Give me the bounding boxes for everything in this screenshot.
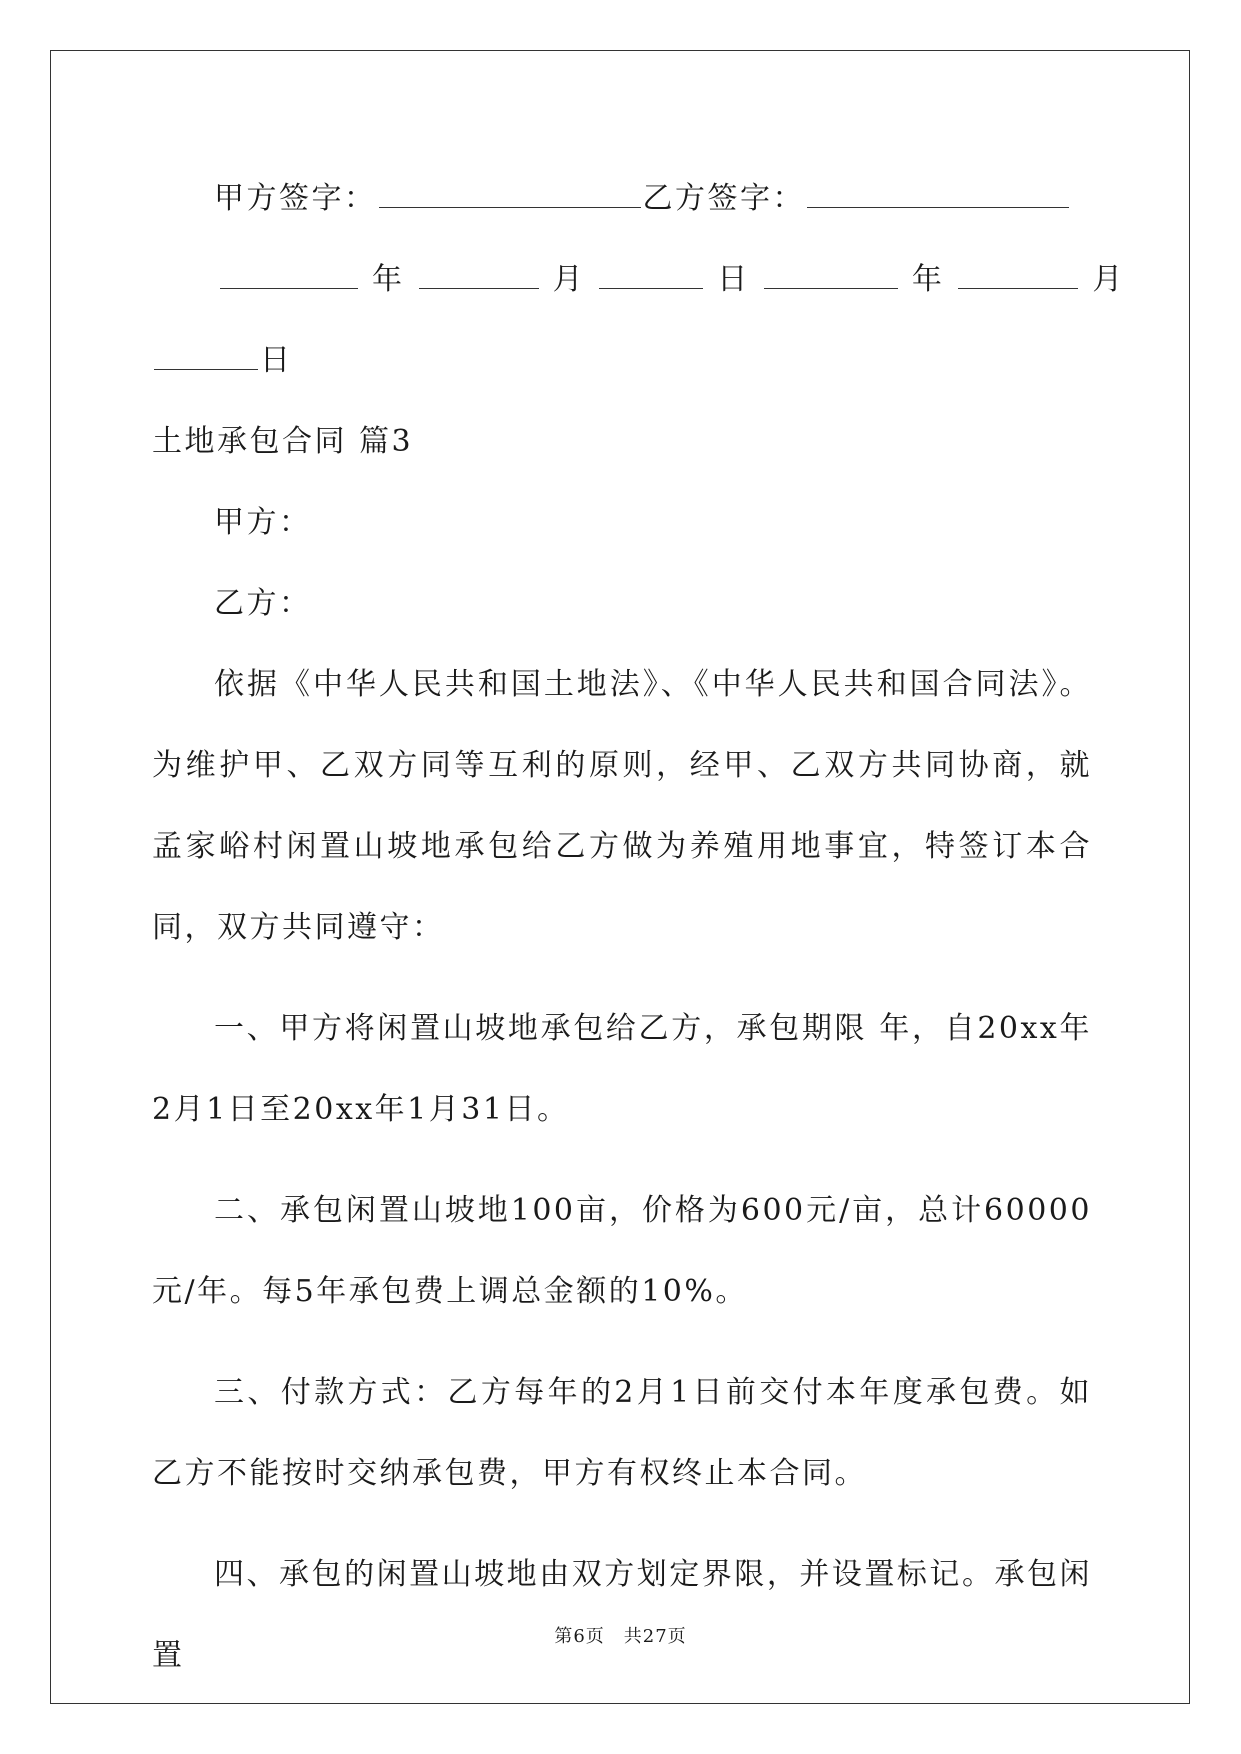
party-b-year-label: 年 (911, 262, 945, 297)
footer-page-mid: 页 共 (585, 1626, 643, 1647)
party-b-month-label: 月 (1092, 262, 1125, 297)
footer-page-suffix: 页 (667, 1626, 687, 1647)
paragraph-basis: 依据《中华人民共和国土地法》、《中华人民共和国合同法》。为维护甲、乙双方同等互利的原则，经甲、乙双方共同协商，就孟家峪村闲置山坡地承包给乙方做为养殖用地事宜，特签订本合同，双方共同遵守： (152, 667, 1092, 945)
paragraph-clause-3: 三、付款方式：乙方每年的2月1日前交付本年度承包费。如乙方不能按时交纳承包费，甲方有权终止本合同。 (152, 1375, 1092, 1491)
party-a-year-label: 年 (372, 262, 405, 297)
paragraph-clause-1: 一、甲方将闲置山坡地承包给乙方，承包期限 年，自20xx年2月1日至20xx年1月31日。 (152, 1011, 1092, 1127)
party-b-line: 乙方： (214, 586, 312, 621)
party-a-signature-label: 甲方签字： (214, 181, 377, 216)
party-a-month-label: 月 (552, 262, 586, 297)
party-a-month-blank[interactable] (419, 264, 539, 289)
party-b-year-blank[interactable] (764, 264, 898, 289)
party-b-day-blank[interactable] (154, 345, 258, 370)
party-a-day-blank[interactable] (599, 264, 703, 289)
party-a-signature-blank[interactable] (379, 183, 641, 208)
footer-page-prefix: 第 (554, 1626, 574, 1647)
party-b-month-blank[interactable] (958, 264, 1078, 289)
footer-page-total: 27 (642, 1626, 668, 1647)
party-b-signature-label: 乙方签字： (642, 181, 805, 216)
party-a-line: 甲方： (214, 505, 312, 540)
paragraph-clause-2: 二、承包闲置山坡地100亩，价格为600元/亩，总计60000元/年。每5年承包费上调总金额的10%。 (152, 1193, 1092, 1309)
document-body (152, 168, 1125, 1716)
date-row (152, 249, 1125, 310)
party-a-year-blank[interactable] (220, 264, 358, 289)
party-b-day-label: 日 (260, 343, 293, 378)
section-title: 土地承包合同 篇3 (152, 424, 414, 459)
date-row-continued (152, 330, 1092, 391)
footer-page-current: 6 (573, 1626, 586, 1647)
paragraph-clause-4: 四、承包的闲置山坡地由双方划定界限，并设置标记。承包闲置 (152, 1557, 1092, 1673)
page-footer (0, 1622, 1241, 1648)
signature-row (152, 168, 1092, 229)
party-b-signature-blank[interactable] (807, 183, 1069, 208)
party-a-day-label: 日 (717, 262, 750, 297)
